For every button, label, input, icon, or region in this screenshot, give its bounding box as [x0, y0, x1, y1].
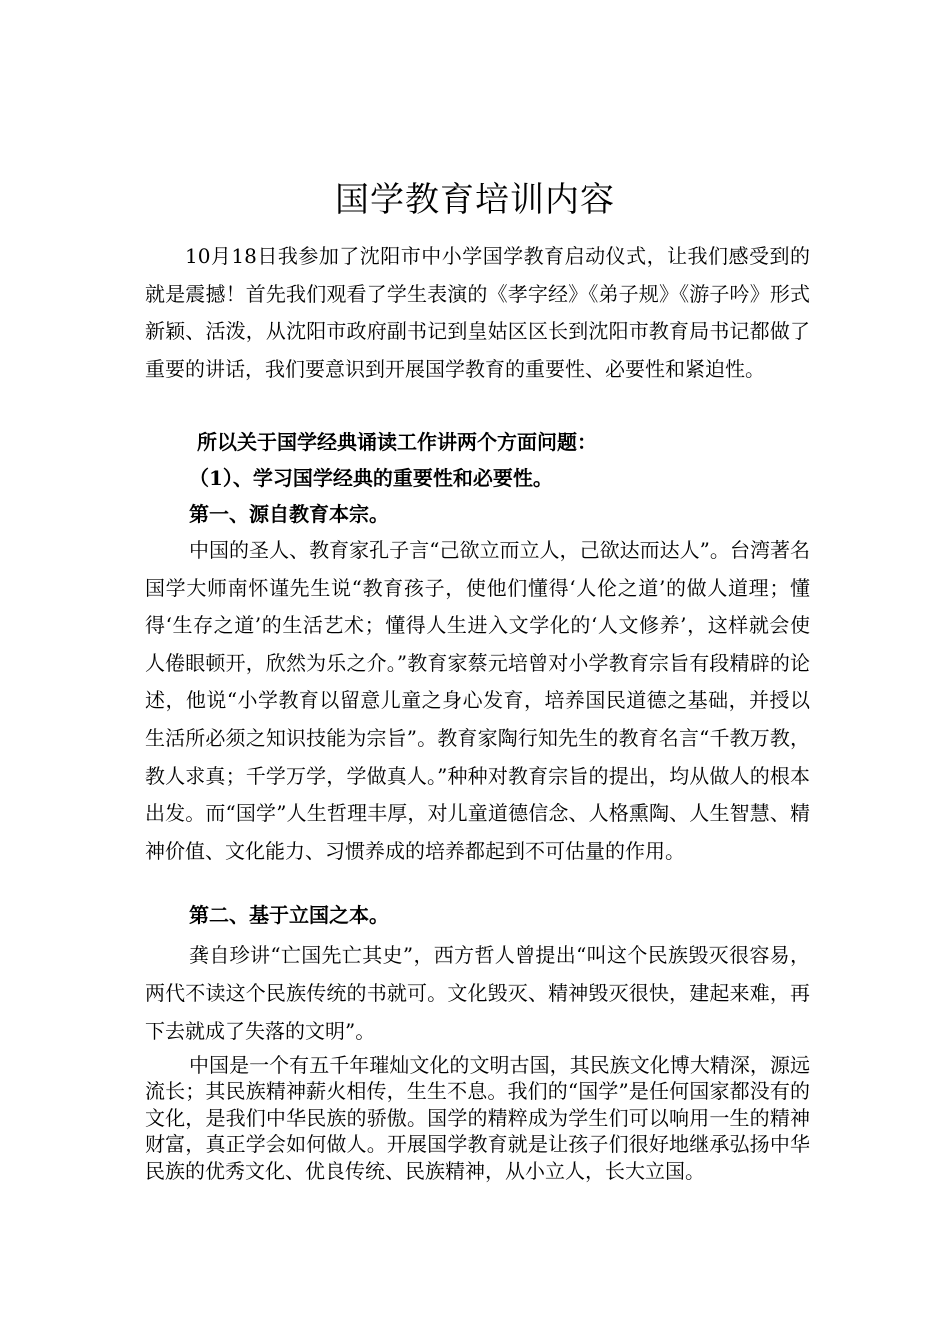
paragraph-civilization: 中国是一个有五千年璀灿文化的文明古国，其民族文化博大精深，源远流长；其民族精神薪火相传，生生不息。我们的“国学”是任何国家都没有的文化，是我们中华民族的骄傲。国学的精粹成为学生们可以响用一生的精神财富，真正学会如何做人。开展国学教育就是让孩子们很好地继承弘扬中华民族的优秀文化、优良传统、民族精神，从小立人，长大立国。 [145, 1053, 810, 1183]
heading-second-point: 第二、基于立国之本。 [189, 903, 389, 927]
paragraph-education-purpose: 中国的圣人、教育家孔子言“己欲立而立人，己欲达而达人”。台湾著名国学大师南怀谨先生说“教育孩子，使他们懂得‘人伦之道’的做人道理；懂得‘生存之道’的生活艺术；懂得人生进入文学化的‘人文修养’，这样就会使人倦眼顿开，欣然为乐之介。”教育家蔡元培曾对小学教育宗旨有段精辟的论述，他说“小学教育以留意儿童之身心发育，培养国民道德之基础，并授以生活所必须之知识技能为宗旨”。教育家陶行知先生的教育名言“千教万教，教人求真；千学万学，学做真人。”种种对教育宗旨的提出，均从做人的根本出发。而“国学”人生哲理丰厚，对儿童道德信念、人格熏陶、人生智慧、精神价值、文化能力、习惯养成的培养都起到不可估量的作用。 [145, 538, 810, 863]
heading-importance: （1）、学习国学经典的重要性和必要性。 [189, 466, 553, 490]
document-title: 国学教育培训内容 [335, 180, 615, 220]
heading-first-point: 第一、源自教育本宗。 [189, 502, 389, 526]
paragraph-history-quote: 龚自珍讲“亡国先亡其史”，西方哲人曾提出“叫这个民族毁灭很容易，两代不读这个民族传统的书就可。文化毁灭、精神毁灭很快，建起来难，再下去就成了失落的文明”。 [145, 943, 810, 1043]
paragraph-ceremony: 10月18日我参加了沈阳市中小学国学教育启动仪式，让我们感受到的就是震撼！首先我们观看了学生表演的《孝字经》《弟子规》《游子吟》形式新颖、活泼，从沈阳市政府副书记到皇姑区区长到沈阳市教育局书记都做了重要的讲话，我们要意识到开展国学教育的重要性、必要性和紧迫性。 [145, 244, 810, 381]
heading-two-issues: 所以关于国学经典诵读工作讲两个方面问题： [197, 430, 597, 454]
